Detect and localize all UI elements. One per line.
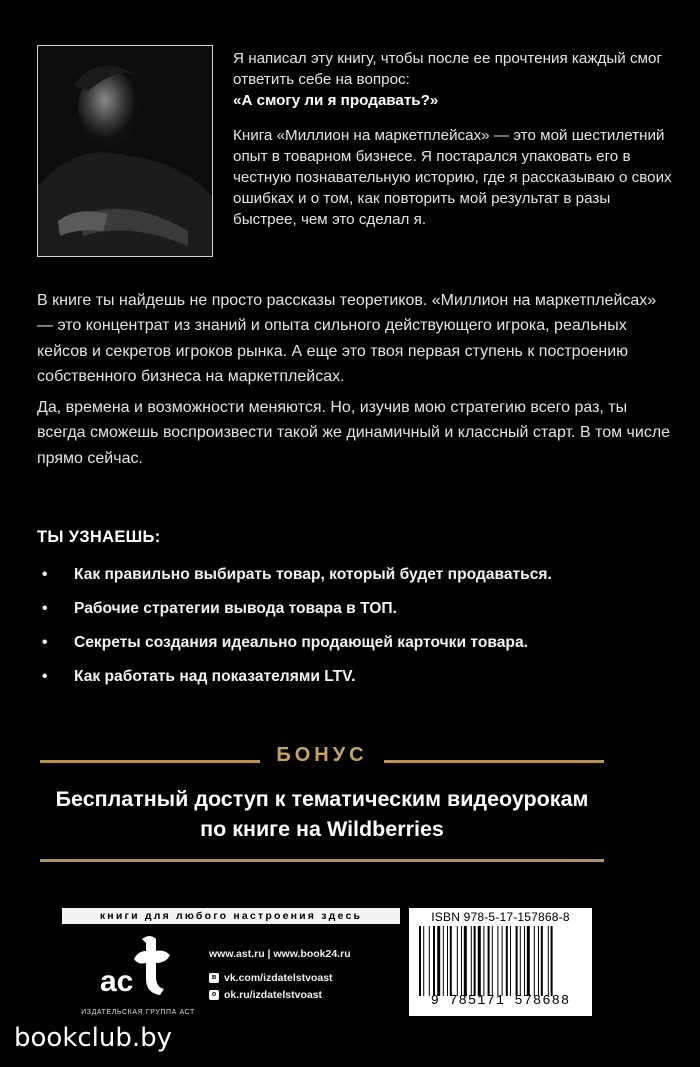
intro-paragraph-1: Я написал эту книгу, чтобы после ее прочтения каждый смог ответить себе на вопрос:	[233, 50, 662, 88]
vk-icon: в	[209, 973, 219, 983]
barcode-digits: 9 785171 578688	[430, 994, 571, 1009]
vk-link[interactable]	[209, 972, 351, 984]
list-item-text: Рабочие стратегии вывода товара в ТОП.	[74, 600, 397, 617]
bonus-line-2: по книге на Wildberries	[200, 817, 444, 841]
bullet: •	[42, 634, 48, 651]
logo-caption: ИЗДАТЕЛЬСКАЯ ГРУППА АСТ	[81, 1009, 195, 1016]
vk-link-text: vk.com/izdatelstvoast	[224, 972, 333, 984]
isbn-text: ISBN 978-5-17-157868-8	[431, 910, 570, 924]
barcode	[417, 926, 585, 996]
publisher-logo	[74, 933, 202, 1033]
bonus-section	[40, 744, 604, 862]
description-block	[37, 288, 673, 477]
bonus-label: БОНУС	[276, 744, 368, 766]
bullet: •	[42, 600, 48, 617]
list-item	[37, 632, 657, 654]
learn-heading: ТЫ УЗНАЕШЬ:	[37, 528, 161, 546]
learn-list	[37, 564, 657, 700]
website-links[interactable]: www.ast.ru | www.book24.ru	[209, 948, 351, 960]
watermark: bookclub.by	[14, 1023, 173, 1053]
svg-text:ac: ac	[100, 965, 134, 998]
list-item	[37, 598, 657, 620]
list-item	[37, 666, 657, 688]
intro-paragraph-2: Книга «Миллион на маркетплейсах» — это мой шестилетний опыт в товарном бизнесе. Я постарался упаковать его в честную познавательную историю, где я рассказываю о своих ошибках и о том, как повторить мой результат в разы быстрее, чем это сделал я.	[233, 127, 672, 228]
bullet: •	[42, 668, 48, 685]
isbn-barcode-box	[409, 908, 592, 1016]
description-paragraph-1: В книге ты найдешь не просто рассказы теоретиков. «Миллион на маркетплейсах» — это концентрат из знаний и опыта сильного действующего игрока, реальных кейсов и секретов игроков рынка. А еще это твоя первая ступень к построению собственного бизнеса на маркетплейсах.	[37, 292, 657, 385]
description-paragraph-2: Да, времена и возможности меняются. Но, изучив мою стратегию всего раз, ты всегда сможешь воспроизвести такой же динамичный и классный старт. В том числе прямо сейчас.	[37, 399, 671, 467]
publisher-links	[209, 948, 351, 1006]
list-item-text: Секреты создания идеально продающей карточки товара.	[74, 634, 528, 651]
ast-logo-icon	[98, 933, 178, 1005]
bonus-text	[40, 784, 604, 844]
ok-icon: о	[209, 990, 219, 1000]
list-item	[37, 564, 657, 586]
list-item-text: Как работать над показателями LTV.	[74, 668, 356, 685]
bonus-line-1: Бесплатный доступ к тематическим видеоурокам	[55, 787, 589, 811]
author-photo	[37, 45, 213, 257]
gold-divider-bottom	[40, 859, 604, 862]
slogan-bar: книги для любого настроения здесь	[62, 908, 400, 924]
ok-link-text: ok.ru/izdatelstvoast	[224, 989, 323, 1001]
list-item-text: Как правильно выбирать товар, который будет продаваться.	[74, 566, 552, 583]
intro-question: «А смогу ли я продавать?»	[233, 92, 439, 109]
intro-block	[233, 48, 673, 244]
ok-link[interactable]	[209, 989, 351, 1001]
bullet: •	[42, 566, 48, 583]
